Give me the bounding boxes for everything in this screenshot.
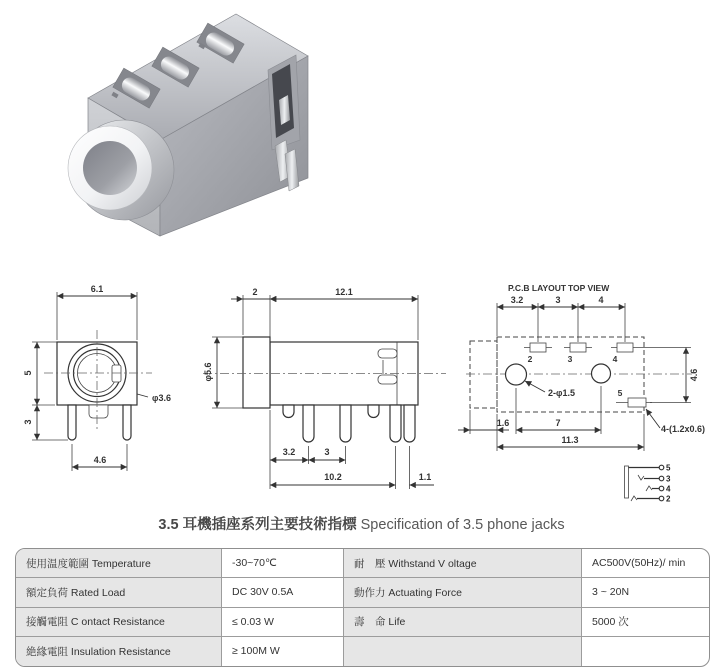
barrel <box>68 120 174 220</box>
dim-span: 10.2 <box>324 472 342 482</box>
pcb-title-2: TOP VIEW <box>568 283 610 293</box>
side-view-drawing <box>195 278 453 500</box>
front-outline <box>57 342 137 440</box>
page-title-zh: 3.5 耳機插座系列主要技術指標 <box>158 517 357 533</box>
spec-value-cell: ≥ 100M W <box>222 637 344 666</box>
spec-label-cell: 壽 命 Life <box>344 608 582 637</box>
front-view-drawing <box>10 278 195 480</box>
dim-pitch1: 3.2 <box>282 447 296 457</box>
dim-pin-pitch: 4.6 <box>93 455 107 465</box>
pcb-extension-lines <box>470 303 691 451</box>
pad3-label: 3 <box>567 354 573 364</box>
spec-value-cell: 3 ~ 20N <box>582 578 709 607</box>
spec-value-cell: 5000 次 <box>582 608 709 637</box>
dim-pcb-total: 11.3 <box>561 435 579 445</box>
dim-pcb-1: 3.2 <box>510 295 524 305</box>
dim-hole-dia: φ3.6 <box>152 393 171 403</box>
spec-value-cell: ≤ 0.03 W <box>222 608 344 637</box>
holes-callout: 2-φ1.5 <box>548 388 575 398</box>
spec-label-cell: 額定負荷 Rated Load <box>16 578 222 607</box>
page-title-en: Specification of 3.5 phone jacks <box>356 517 565 533</box>
dim-body-len: 12.1 <box>335 287 353 297</box>
spec-label-cell: 耐 壓 Withstand V oltage <box>344 549 582 578</box>
dim-pitch2: 3 <box>324 447 330 457</box>
dim-pcb-height: 4.6 <box>689 368 699 382</box>
jack-schematic <box>625 464 672 504</box>
spec-label-cell <box>344 637 582 666</box>
dim-bushing-len: 2 <box>252 287 258 297</box>
spec-label-cell: 接觸電阻 C ontact Resistance <box>16 608 222 637</box>
terminal-4-label: 4 <box>666 484 671 494</box>
dim-pin-height: 3 <box>23 419 33 425</box>
pad5-label: 5 <box>617 388 623 398</box>
pcb-outline <box>466 337 692 412</box>
spec-label-cell: 使用温度範圍 Temperature <box>16 549 222 578</box>
pcb-dimension-lines <box>458 307 686 447</box>
spec-label-cell: 動作力 Actuating Force <box>344 578 582 607</box>
dim-tail: 1.1 <box>418 472 432 482</box>
pad4-label: 4 <box>612 354 618 364</box>
dim-bushing-dia: φ5.6 <box>203 362 213 382</box>
terminal-3-label: 3 <box>666 474 671 484</box>
dim-pcb-left: 1.6 <box>496 418 510 428</box>
dim-pcb-2: 3 <box>555 295 561 305</box>
pcb-layout-drawing <box>452 276 723 508</box>
pad2-label: 2 <box>527 354 533 364</box>
dim-width: 6.1 <box>90 284 104 294</box>
jack-3d-render <box>40 0 330 245</box>
terminal-2-label: 2 <box>666 494 671 504</box>
spec-value-cell: AC500V(50Hz)/ min <box>582 549 709 578</box>
spec-value-cell <box>582 637 709 666</box>
page-title <box>0 513 723 534</box>
pcb-title-1: P.C.B LAYOUT <box>508 283 567 293</box>
spec-value-cell: DC 30V 0.5A <box>222 578 344 607</box>
slots-callout: 4-(1.2x0.6) <box>661 424 706 434</box>
dim-body-height: 5 <box>23 370 33 376</box>
side-outline <box>243 337 418 442</box>
spec-label-cell: 絶緣電阻 Insulation Resistance <box>16 637 222 666</box>
terminal-5-label: 5 <box>666 463 671 473</box>
side-slot-contact <box>268 55 300 150</box>
spec-table <box>15 548 710 667</box>
dim-pcb-holes-span: 7 <box>555 418 561 428</box>
dim-pcb-3: 4 <box>598 295 604 305</box>
spec-value-cell: -30~70℃ <box>222 549 344 578</box>
